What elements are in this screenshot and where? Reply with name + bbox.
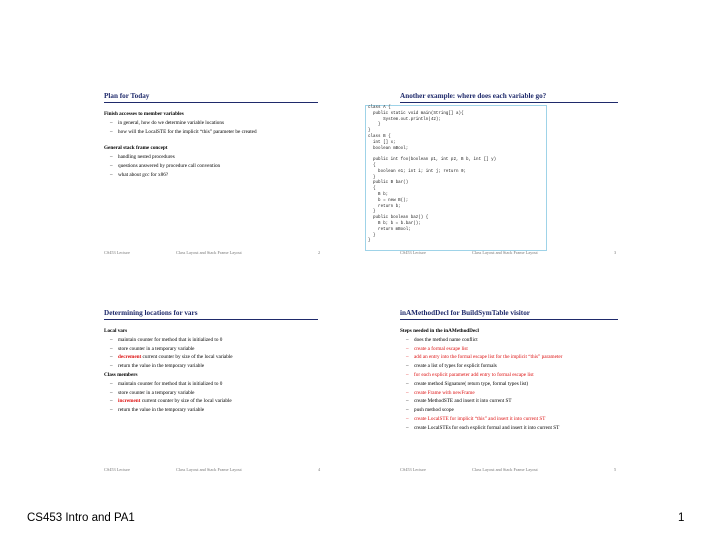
footer-left: CS453 Lecture <box>104 467 130 472</box>
bullet-item <box>104 362 233 371</box>
step-item <box>400 380 562 389</box>
bullet-text: store counter in a temporary variable <box>118 345 195 352</box>
step-item <box>400 406 562 415</box>
bullet-text: current counter by size of the local variable <box>141 354 233 361</box>
bullet-text: store counter in a temporary variable <box>118 389 195 396</box>
footer-page-number: 4 <box>318 467 321 472</box>
bullet-dash: – <box>406 424 409 431</box>
step-text: create a list of types for explicit formals <box>414 363 497 370</box>
bullet-dash: – <box>406 371 409 378</box>
bullet-text: maintain counter for method that is initialized to 0 <box>118 380 223 387</box>
code-listing: class A { public static void main(String[] a){ System.out.println(42); } } class B { int [] x; boolean mBool; public int foo(boolean p1, int p2, B b, int [] y) { boolean e1; int i; int j; return 0; } public B bar() { B b; b = new B(); return b; } public boolean baz() { B b; b = b.bar(); return mBool; } } <box>368 106 497 244</box>
bullet-dash: – <box>110 380 113 387</box>
footer-page-number: 5 <box>614 467 617 472</box>
step-item <box>400 371 562 380</box>
bullet-item <box>104 162 257 171</box>
footer-left: CS453 Lecture <box>400 250 426 255</box>
step-text: create MethodSTE and insert it into current ST <box>414 398 512 405</box>
bullet-text: how will the LocalSTE for the implicit “this” parameter be created <box>118 128 257 135</box>
step-item <box>400 362 562 371</box>
page-title: CS453 Intro and PA1 <box>27 512 135 524</box>
bullet-dash: – <box>110 345 113 352</box>
footer-left: CS453 Lecture <box>400 467 426 472</box>
step-item <box>400 345 562 354</box>
bullet-text: return the value in the temporary variable <box>118 363 205 370</box>
step-text: for each explicit parameter add entry to formal escape list <box>414 371 534 378</box>
step-text: create a formal escape list <box>414 345 468 352</box>
bullet-item <box>104 406 233 415</box>
bullet-dash: – <box>110 398 113 405</box>
slide-inamethoddecl <box>400 309 720 499</box>
bullet-dash: – <box>406 389 409 396</box>
bullet-dash: – <box>406 363 409 370</box>
keyword-decrement: decrement <box>118 354 142 361</box>
step-text: does the method name conflict <box>414 336 478 343</box>
bullet-dash: – <box>406 407 409 414</box>
step-text: create LocalSTEs for each explicit formal and insert it into current ST <box>414 424 560 431</box>
bullet-dash: – <box>110 363 113 370</box>
slide-determining-locations <box>104 309 424 499</box>
bullet-text: current counter by size of the local variable <box>140 398 232 405</box>
slide-another-example <box>368 92 720 282</box>
title-rule <box>400 102 618 103</box>
footer-center: Class Layout and Stack Frame Layout <box>472 467 538 472</box>
bullet-item <box>104 171 257 180</box>
bullet-dash: – <box>406 354 409 361</box>
section-heading: Finish accesses to member variables <box>104 111 184 117</box>
slide-title: Determining locations for vars <box>104 309 198 317</box>
bullet-item <box>104 153 257 162</box>
bullet-dash: – <box>406 336 409 343</box>
step-item <box>400 336 562 345</box>
slide-title: Another example: where does each variable go? <box>400 92 547 100</box>
footer-center: Class Layout and Stack Frame Layout <box>176 250 242 255</box>
method-steps-list <box>400 336 562 433</box>
step-item <box>400 424 562 433</box>
step-item <box>400 415 562 424</box>
footer-center: Class Layout and Stack Frame Layout <box>176 467 242 472</box>
bullet-text: questions answered by procedure call convention <box>118 162 221 169</box>
footer-page-number: 3 <box>614 250 617 255</box>
bullet-item <box>104 119 257 128</box>
bullet-dash: – <box>406 398 409 405</box>
bullet-dash: – <box>110 336 113 343</box>
bullet-dash: – <box>110 162 113 169</box>
bullet-item <box>104 353 233 362</box>
bullet-dash: – <box>110 354 113 361</box>
footer-page-number: 2 <box>318 250 321 255</box>
step-text: create method Signature( return type, formal types list) <box>414 380 529 387</box>
footer-center: Class Layout and Stack Frame Layout <box>472 250 538 255</box>
bullet-item <box>104 380 233 389</box>
step-text: add an entry into the formal escape list for the implicit “this” parameter <box>414 354 563 361</box>
bullet-text: in general, how do we determine variable locations <box>118 119 225 126</box>
step-item <box>400 397 562 406</box>
step-item <box>400 389 562 398</box>
bullet-text: what about gcc for x86? <box>118 171 169 178</box>
bullet-dash: – <box>406 345 409 352</box>
bullet-dash: – <box>110 128 113 135</box>
slide-title: inAMethodDecl for BuildSymTable visitor <box>400 309 530 317</box>
section-heading: General stack frame concept <box>104 145 168 152</box>
step-text: create LocalSTE for implicit “this” and insert it into current ST <box>414 415 546 422</box>
footer-left: CS453 Lecture <box>104 250 130 255</box>
title-rule <box>104 319 318 320</box>
slide-title: Plan for Today <box>104 92 150 100</box>
section-heading: Steps needed in the inAMethodDecl <box>400 328 479 334</box>
bullet-item <box>104 389 233 398</box>
bullet-dash: – <box>110 407 113 414</box>
bullet-dash: – <box>110 119 113 126</box>
bullet-dash: – <box>110 171 113 178</box>
bullet-item <box>104 345 233 354</box>
title-rule <box>104 102 318 103</box>
spacer <box>104 136 257 144</box>
bullet-text: maintain counter for method that is initialized to 0 <box>118 336 223 343</box>
step-text: create Frame with newFrame <box>414 389 475 396</box>
keyword-increment: increment <box>118 398 141 405</box>
section-heading: Class members <box>104 371 138 378</box>
bullet-dash: – <box>406 380 409 387</box>
bullet-item <box>104 336 233 345</box>
bullet-dash: – <box>406 415 409 422</box>
section-heading: Local vars <box>104 328 128 334</box>
bullet-item <box>104 128 257 137</box>
bullet-dash: – <box>110 154 113 161</box>
slide-content <box>104 327 233 415</box>
bullet-text: handling nested procedures <box>118 154 175 161</box>
page-number: 1 <box>678 512 685 524</box>
title-rule <box>400 319 618 320</box>
bullet-text: return the value in the temporary variable <box>118 407 205 414</box>
step-text: push method scope <box>414 407 454 414</box>
step-item <box>400 353 562 362</box>
bullet-item <box>104 397 233 406</box>
slide-content <box>400 327 562 433</box>
bullet-dash: – <box>110 389 113 396</box>
slide-content <box>104 110 257 180</box>
